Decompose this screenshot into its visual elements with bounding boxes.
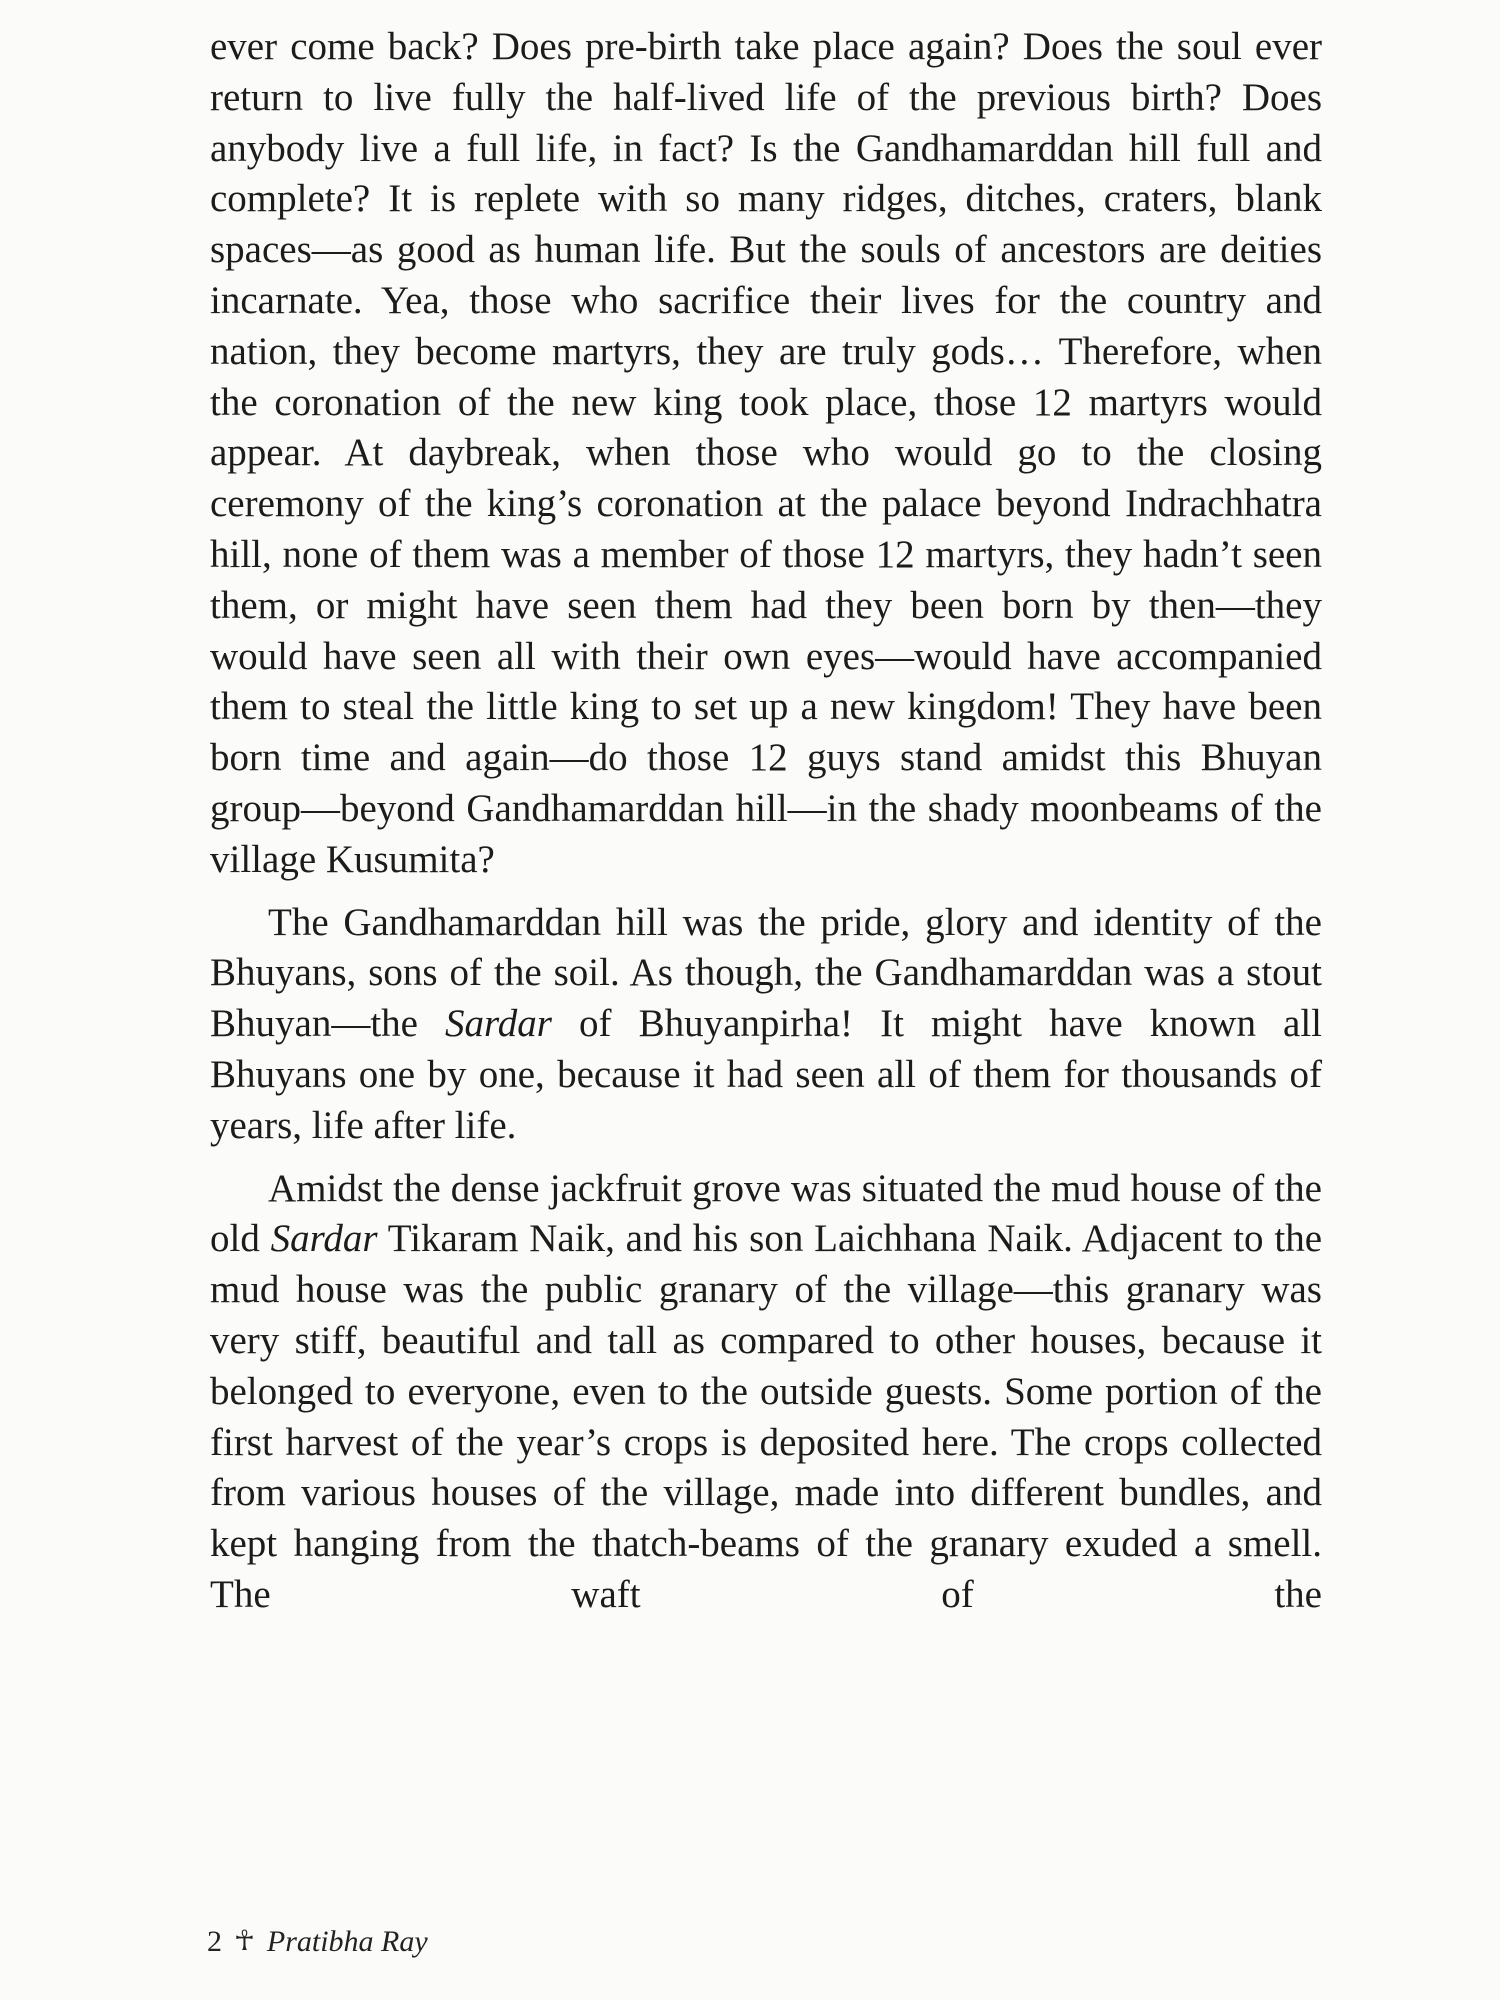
paragraph-3-text-b: Tikaram Naik, and his son Laichhana Naik. Adjacent to the mud house was the public granary of the village—this granary was very stiff, beautiful and tall as compared to other houses, because it belonged to everyone, even to the outside guests. Some portion of the first harvest of the year’s crops is deposited here. The crops collected from various houses of the village, made into different bundles, and kept hanging from the thatch-beams of the granary exuded a smell. The waft of the (210, 1217, 1322, 1616)
paragraph-1-text: ever come back? Does pre-birth take place again? Does the soul ever return to live fully the half-lived life of the previous birth? Does anybody live a full life, in fact? Is the Gandhamarddan hill full and complete? It is replete with so many ridges, ditches, craters, blank spaces—as good as human life. But the souls of ancestors are deities incarnate. Yea, those who sacrifice their lives for the country and nation, they become martyrs, they are truly gods… Therefore, when the coronation of the new king took place, those 12 martyrs would appear. At daybreak, when those who would go to the closing ceremony of the king’s coronation at the palace beyond Indrachhatra hill, none of them was a member of those 12 martyrs, they hadn’t seen them, or might have seen them had they been born by then—they would have seen all with their own eyes—would have accompanied them to steal the little king to set up a new kingdom! They have been born time and again—do those 12 guys stand amidst this Bhuyan group—beyond Gandhamarddan hill—in the shady moonbeams of the village Kusumita? (210, 25, 1322, 881)
paragraph-3-text-a: Amidst the dense jackfruit grove was situated the mud house of the old (210, 1166, 1322, 1261)
page-footer (207, 1925, 428, 1959)
paragraph-1 (210, 22, 1322, 886)
paragraph-3-italic-word: Sardar (270, 1217, 378, 1261)
paragraph-2-text-a: The Gandhamarddan hill was the pride, glory and identity of the Bhuyans, sons of the soil. As though, the Gandhamarddan was a stout Bhuyan—the (210, 900, 1322, 1046)
page-number: 2 (207, 1925, 222, 1958)
paragraph-2-italic-word: Sardar (445, 1002, 552, 1046)
author-name: Pratibha Ray (266, 1925, 428, 1958)
paragraph-3 (210, 1164, 1322, 1621)
paragraph-2-text-b: of Bhuyanpirha! It might have known all Bhuyans one by one, because it had seen all of them for thousands of years, life after life. (210, 1002, 1322, 1147)
paragraph-2 (210, 898, 1322, 1152)
ornament-icon: ☥ (234, 1926, 255, 1957)
book-page-body (210, 22, 1322, 1621)
